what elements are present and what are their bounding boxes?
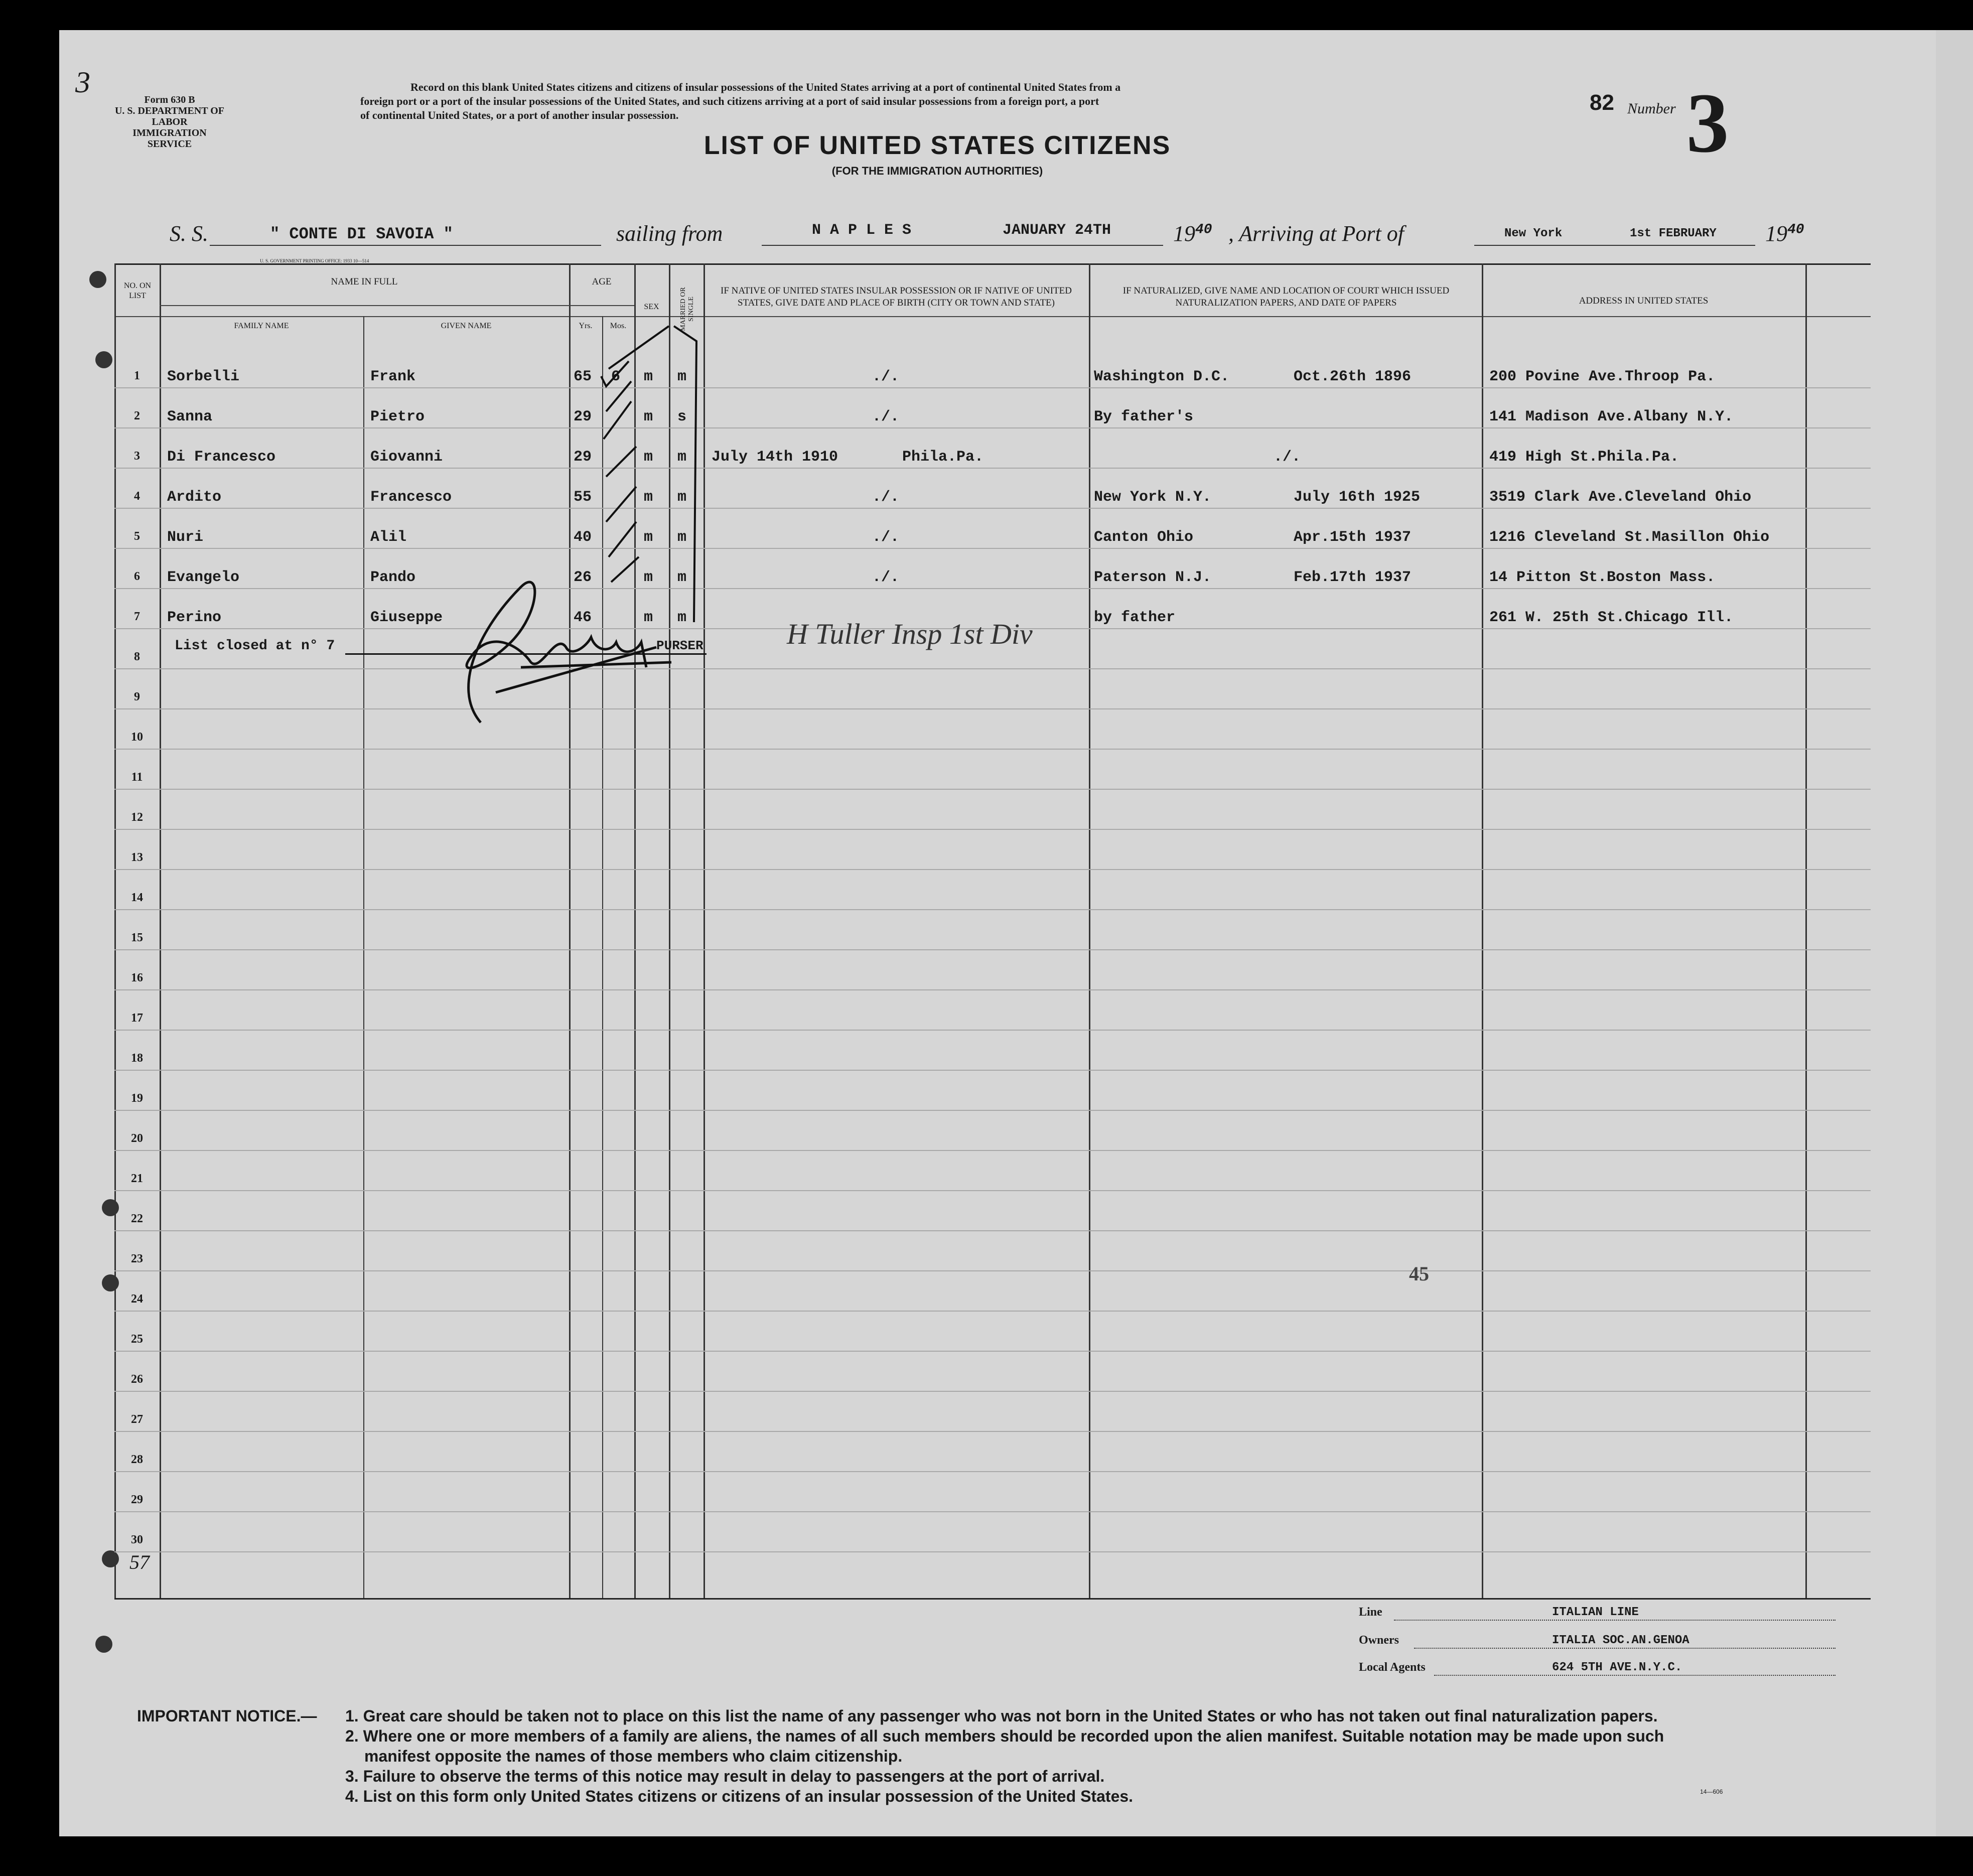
- row-number: 15: [131, 931, 143, 944]
- line-value: ITALIAN LINE: [1552, 1606, 1639, 1619]
- sex: m: [644, 489, 653, 506]
- marital-status: m: [677, 368, 687, 385]
- marital-status: s: [677, 408, 687, 425]
- family-name: Sanna: [167, 408, 213, 425]
- naturalization-court: New York N.Y.: [1094, 489, 1212, 506]
- page-subtitle: (FOR THE IMMIGRATION AUTHORITIES): [831, 165, 1043, 177]
- row-rule: [114, 1511, 1871, 1512]
- col-header-yrs: Yrs.: [579, 322, 593, 330]
- marital-status: m: [677, 449, 687, 466]
- birth-place: ./.: [872, 368, 900, 385]
- naturalization-date: Apr.15th 1937: [1294, 529, 1412, 546]
- row-number: 1: [134, 369, 140, 382]
- row-rule: [114, 789, 1871, 790]
- instructions-line: foreign port or a port of the insular possessions of the United States, and such citizens arriving at a port of said insular possessions from a foreign port, a port: [360, 95, 1099, 107]
- row-rule: [114, 1150, 1871, 1151]
- year-label: [1765, 221, 1804, 246]
- marital-status: m: [677, 569, 687, 586]
- row-rule: [114, 427, 1871, 428]
- col-header-given: GIVEN NAME: [441, 322, 492, 330]
- row-number: 16: [131, 971, 143, 984]
- naturalization-court: Paterson N.J.: [1094, 569, 1212, 586]
- row-rule: [114, 749, 1871, 750]
- col-header-married: MARRIED OR SINGLE: [679, 287, 695, 331]
- row-number: 27: [131, 1413, 143, 1426]
- department: U. S. DEPARTMENT OF LABOR: [114, 105, 225, 127]
- sex: m: [644, 569, 653, 586]
- sex: m: [644, 368, 653, 385]
- purser-label: PURSER: [656, 638, 703, 653]
- rule: [1474, 245, 1755, 246]
- agents-label: Local Agents: [1359, 1661, 1426, 1674]
- col-header-mos: Mos.: [610, 322, 627, 330]
- instructions-line: Record on this blank United States citizens and citizens of insular possessions of the United States arriving at a port of continental United States from a: [410, 81, 1121, 93]
- row-rule: [114, 1030, 1871, 1031]
- departure-date: JANUARY 24TH: [1003, 222, 1111, 239]
- family-name: Ardito: [167, 489, 222, 506]
- notice-title: IMPORTANT NOTICE.—: [137, 1707, 317, 1725]
- binder-hole: [89, 271, 106, 288]
- us-address: 419 High St.Phila.Pa.: [1489, 449, 1679, 466]
- row-rule: [114, 668, 1871, 669]
- form-id: [114, 94, 225, 150]
- dotted-rule: [1414, 1648, 1836, 1650]
- col-line: [114, 263, 116, 1598]
- row-rule: [114, 468, 1871, 469]
- year-label: [1173, 221, 1212, 246]
- agents-value: 624 5TH AVE.N.Y.C.: [1552, 1661, 1682, 1674]
- col-header-native: IF NATIVE OF UNITED STATES INSULAR POSSESSION OR IF NATIVE OF UNITED STATES, GIVE DATE AND PLACE OF BIRTH (CITY OR TOWN AND STATE): [721, 285, 1072, 308]
- row-rule: [114, 1391, 1871, 1392]
- notice-item: 4. List on this form only United States citizens or citizens of an insular possession of the United States.: [345, 1787, 1134, 1805]
- row-number: 29: [131, 1493, 143, 1506]
- notice-item: 1. Great care should be taken not to place on this list the name of any passenger who was not born in the United States or who has not taken out final naturalization papers.: [345, 1707, 1658, 1725]
- row-number: 28: [131, 1453, 143, 1466]
- row-rule: [114, 708, 1871, 709]
- row-number: 13: [131, 851, 143, 864]
- notice-item: 2. Where one or more members of a family are aliens, the names of all such members should be recorded upon the alien manifest. Suitable notation may be made upon such: [345, 1727, 1664, 1745]
- printing-office: U. S. GOVERNMENT PRINTING OFFICE: 1933 10—514: [260, 258, 369, 263]
- row-rule: [114, 869, 1871, 870]
- birth-date: July 14th 1910: [712, 449, 838, 466]
- col-header-no: NO. ON LIST: [123, 281, 152, 300]
- year-prefix: 19: [1173, 221, 1195, 246]
- birth-place: ./.: [872, 529, 900, 546]
- age-years: 40: [574, 529, 592, 546]
- marital-status: m: [677, 529, 687, 546]
- ship-name: " CONTE DI SAVOIA ": [270, 225, 453, 243]
- row-rule: [114, 1230, 1871, 1231]
- age-years: 26: [574, 569, 592, 586]
- us-address: 141 Madison Ave.Albany N.Y.: [1489, 408, 1734, 425]
- list-closed: List closed at n° 7: [175, 638, 335, 654]
- row-rule: [114, 1110, 1871, 1111]
- owners-label: Owners: [1359, 1634, 1399, 1647]
- col-header-naturalized: IF NATURALIZED, GIVE NAME AND LOCATION OF COURT WHICH ISSUED NATURALIZATION PAPERS, AND DATE OF PAPERS: [1122, 285, 1450, 308]
- us-address: 1216 Cleveland St.Masillon Ohio: [1489, 529, 1770, 546]
- service: IMMIGRATION SERVICE: [132, 127, 207, 150]
- birth-place: ./.: [872, 489, 900, 506]
- binder-hole: [95, 1636, 112, 1653]
- rule: [762, 245, 1163, 246]
- naturalization-date: ./.: [1274, 449, 1301, 466]
- us-address: 14 Pitton St.Boston Mass.: [1489, 569, 1716, 586]
- ss-label: S. S.: [170, 221, 208, 246]
- row-number: 24: [131, 1292, 143, 1306]
- row-number: 10: [131, 731, 143, 744]
- row-rule: [114, 1551, 1871, 1552]
- sex: m: [644, 529, 653, 546]
- col-header-age: AGE: [592, 276, 612, 287]
- col-line: [1805, 263, 1807, 1598]
- row-number: 5: [134, 530, 140, 543]
- family-name: Di Francesco: [167, 449, 276, 466]
- birth-place: ./.: [872, 408, 900, 425]
- row-number: 19: [131, 1092, 143, 1105]
- naturalization-date: Oct.26th 1896: [1294, 368, 1412, 385]
- list-prefix: 82: [1590, 90, 1614, 115]
- row-rule: [114, 508, 1871, 509]
- col-header-family: FAMILY NAME: [234, 322, 289, 330]
- binder-hole: [102, 1550, 119, 1567]
- header-divider: [114, 316, 1871, 317]
- naturalization-court: Washington D.C.: [1094, 368, 1230, 385]
- age-months: 6: [611, 368, 621, 385]
- birth-place: Phila.Pa.: [902, 449, 984, 466]
- row-number: 30: [131, 1533, 143, 1546]
- age-years: 46: [574, 609, 592, 626]
- year-prefix: 19: [1765, 221, 1787, 246]
- form-number: Form 630 B: [144, 94, 195, 105]
- row-rule: [114, 1070, 1871, 1071]
- row-rule: [114, 989, 1871, 990]
- col-header-address: ADDRESS IN UNITED STATES: [1579, 296, 1709, 306]
- purser-signature: [420, 567, 681, 733]
- sex: m: [644, 408, 653, 425]
- name-subheader-rule: [160, 305, 569, 306]
- row-number: 6: [134, 570, 140, 583]
- row-rule: [114, 1431, 1871, 1432]
- naturalization-court: By father's: [1094, 408, 1194, 425]
- given-name: Alil: [370, 529, 407, 546]
- binder-hole: [102, 1274, 119, 1291]
- us-address: 3519 Clark Ave.Cleveland Ohio: [1489, 489, 1752, 506]
- family-name: Sorbelli: [167, 368, 240, 385]
- row-number: 18: [131, 1052, 143, 1065]
- departure-port: N A P L E S: [812, 222, 912, 239]
- marital-status: m: [677, 489, 687, 506]
- naturalization-court: by father: [1094, 609, 1176, 626]
- col-line: [160, 263, 161, 1598]
- row-number: 8: [134, 650, 140, 663]
- instructions-line: of continental United States, or a port of another insular possession.: [360, 109, 679, 121]
- binder-hole: [102, 1199, 119, 1216]
- family-name: Nuri: [167, 529, 204, 546]
- notice-item-continued: manifest opposite the names of those members who claim citizenship.: [364, 1747, 903, 1765]
- dotted-rule: [1394, 1620, 1836, 1622]
- line-label: Line: [1359, 1606, 1382, 1619]
- row-number: 20: [131, 1132, 143, 1145]
- page-title: LIST OF UNITED STATES CITIZENS: [703, 131, 1171, 160]
- naturalization-date: July 16th 1925: [1294, 489, 1421, 506]
- notice-body: [345, 1706, 1851, 1806]
- form-code: 14—606: [1700, 1788, 1723, 1795]
- given-name: Pietro: [370, 408, 425, 425]
- notice-item: 3. Failure to observe the terms of this notice may result in delay to passengers at the port of arrival.: [345, 1767, 1105, 1785]
- row-rule: [114, 909, 1871, 910]
- naturalization-date: Feb.17th 1937: [1294, 569, 1412, 586]
- col-header-sex: SEX: [644, 303, 659, 311]
- arrival-date: 1st FEBRUARY: [1630, 227, 1717, 240]
- birth-place: ./.: [872, 569, 900, 586]
- row-number: 17: [131, 1012, 143, 1025]
- dotted-rule: [1434, 1675, 1836, 1677]
- manifest-page: [59, 30, 1936, 1836]
- given-name: Pando: [370, 569, 416, 586]
- row-rule: [114, 548, 1871, 549]
- stamp-number: 45: [1409, 1262, 1429, 1285]
- col-line: [1089, 263, 1090, 1598]
- age-subheader-rule: [569, 305, 634, 306]
- given-name: Francesco: [370, 489, 452, 506]
- number-label: Number: [1627, 100, 1676, 117]
- arriving-label: , Arriving at Port of: [1228, 221, 1404, 246]
- row-number: 14: [131, 891, 143, 904]
- row-number: 7: [134, 610, 140, 623]
- naturalization-court: Canton Ohio: [1094, 529, 1194, 546]
- col-header-name: NAME IN FULL: [331, 276, 398, 287]
- row-number: 21: [131, 1172, 143, 1185]
- row-number: 26: [131, 1373, 143, 1386]
- row-number: 3: [134, 450, 140, 463]
- row-number: 4: [134, 490, 140, 503]
- table-bottom-border: [114, 1598, 1871, 1600]
- row-number: 9: [134, 690, 140, 703]
- corner-mark: 3: [75, 66, 90, 99]
- row-number: 25: [131, 1333, 143, 1346]
- given-name: Giuseppe: [370, 609, 443, 626]
- row-rule: [114, 1311, 1871, 1312]
- age-years: 65: [574, 368, 592, 385]
- binder-hole: [95, 351, 112, 368]
- given-name: Giovanni: [370, 449, 443, 466]
- sheet-number: 3: [1686, 76, 1729, 170]
- row-rule: [114, 949, 1871, 950]
- family-name: Perino: [167, 609, 222, 626]
- age-years: 29: [574, 408, 592, 425]
- row-rule: [114, 1190, 1871, 1191]
- rule: [210, 245, 601, 246]
- inspector-signature: H Tuller Insp 1st Div: [787, 618, 1033, 650]
- row-rule: [114, 829, 1871, 830]
- row-number: 22: [131, 1212, 143, 1225]
- table-top-border: [114, 263, 1871, 265]
- instructions: [360, 80, 1615, 122]
- row-number: 11: [131, 771, 143, 784]
- row-rule: [114, 387, 1871, 388]
- owners-value: ITALIA SOC.AN.GENOA: [1552, 1634, 1689, 1647]
- col-line: [1482, 263, 1483, 1598]
- arrival-port: New York: [1504, 227, 1563, 240]
- row-number: 12: [131, 811, 143, 824]
- age-years: 29: [574, 449, 592, 466]
- given-name: Frank: [370, 368, 416, 385]
- margin-mark: 57: [129, 1551, 150, 1573]
- sex: m: [644, 449, 653, 466]
- sex: m: [644, 609, 653, 626]
- us-address: 261 W. 25th St.Chicago Ill.: [1489, 609, 1734, 626]
- year-suffix: 40: [1787, 222, 1804, 238]
- sailing-label: sailing from: [616, 221, 723, 246]
- us-address: 200 Povine Ave.Throop Pa.: [1489, 368, 1716, 385]
- row-number: 2: [134, 409, 140, 422]
- family-name: Evangelo: [167, 569, 240, 586]
- year-suffix: 40: [1195, 222, 1212, 238]
- row-rule: [114, 1351, 1871, 1352]
- age-years: 55: [574, 489, 592, 506]
- row-rule: [114, 1270, 1871, 1271]
- row-rule: [114, 1471, 1871, 1472]
- row-number: 23: [131, 1252, 143, 1265]
- marital-status: m: [677, 609, 687, 626]
- row-rule: [114, 588, 1871, 589]
